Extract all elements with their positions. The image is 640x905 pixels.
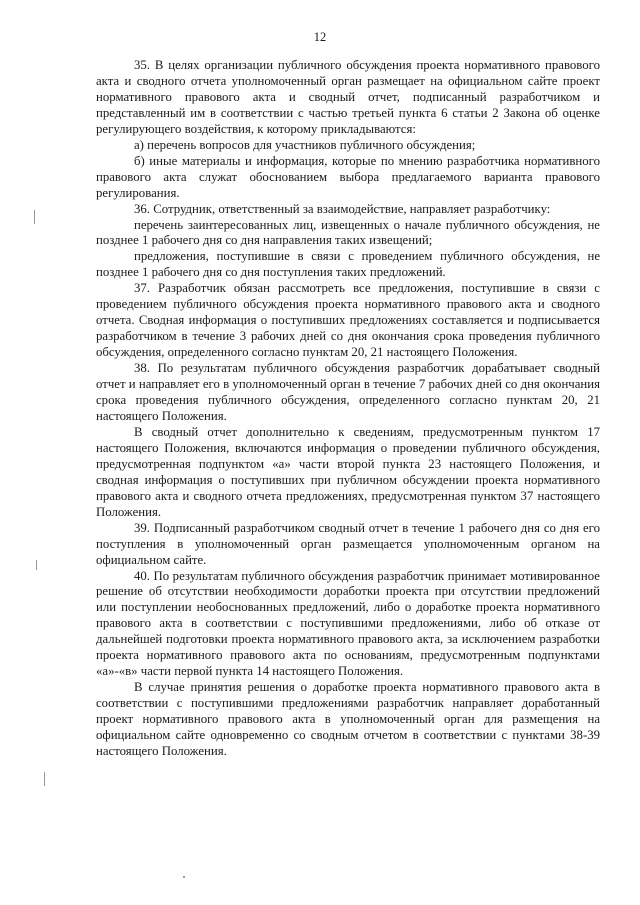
paragraph-35-item-a: а) перечень вопросов для участников публичного обсуждения; (134, 137, 476, 152)
scan-mark (44, 772, 45, 786)
scan-mark (36, 560, 37, 570)
paragraph-37: 37. Разработчик обязан рассмотреть все предложения, поступившие в связи с проведением публичного обсуждения проекта нормативного правового акта и сводного отчета. Сводная информация о поступивших предложениях составляется и подписывается разработчиком в течение 3 рабочих дней со дня окончания срока проведения публичного обсуждения, определенного согласно пунктам 20, 21 настоящего Положения. (96, 281, 600, 360)
paragraph-40: 40. По результатам публичного обсуждения разработчик принимает мотивированное решение об отсутствии необходимости доработки проекта при отсутствии предложений или поступлении необоснованных предложений, либо о доработке проекта нормативного правового акта в соответствии с поступившими предложениями, либо об отказе от дальнейшей подготовки проекта нормативного правового акта, за исключением разработки проекта нормативного правового акта по основаниям, предусмотренным подпунктами «а»-«в» части первой пункта 14 настоящего Положения. (96, 568, 600, 679)
document-body (96, 58, 600, 760)
paragraph-38-continuation: В сводный отчет дополнительно к сведениям, предусмотренным пунктом 17 настоящего Положения, включаются информация о проведении публичного обсуждения, предусмотренная подпунктом «а» части второй пункта 23 настоящего Положения, и сводная информация о поступивших при публичном обсуждении проекта нормативного правового акта и сводного отчета предложениях, предусмотренная пунктом 37 настоящего Положения. (96, 424, 600, 519)
scan-mark (34, 210, 35, 224)
paragraph-35: 35. В целях организации публичного обсуждения проекта нормативного правового акта и сводного отчета уполномоченный орган размещает на официальном сайте проект нормативного правового акта и сводный отчет, подписанный разработчиком и представленный им в соответствии с частью третьей пункта 6 статьи 2 Закона об оценке регулирующего воздействия, к которому прикладываются: (96, 58, 600, 136)
paragraph-36: 36. Сотрудник, ответственный за взаимодействие, направляет разработчику: (134, 201, 551, 216)
paragraph-40-continuation: В случае принятия решения о доработке проекта нормативного правового акта в соответствии с поступившими предложениями разработчик направляет доработанный проект нормативного правового акта в уполномоченный орган для размещения на официальном сайте одновременно со сводным отчетом в соответствии с пунктами 38-39 настоящего Положения. (96, 680, 600, 758)
paragraph-36-item-1: перечень заинтересованных лиц, извещенных о начале публичного обсуждения, не позднее 1 рабочего дня со дня направления таких извещений; (96, 217, 600, 248)
page-number: 12 (313, 30, 327, 44)
paragraph-36-item-2: предложения, поступившие в связи с проведением публичного обсуждения, не позднее 1 рабочего дня со дня поступления таких предложений. (96, 249, 600, 280)
paragraph-39: 39. Подписанный разработчиком сводный отчет в течение 1 рабочего дня со дня его поступления в уполномоченный орган размещается уполномоченным органом на официальном сайте. (96, 520, 600, 567)
scan-mark (183, 876, 185, 878)
paragraph-38: 38. По результатам публичного обсуждения разработчик дорабатывает сводный отчет и направляет его в уполномоченный орган в течение 7 рабочих дней со дня окончания срока проведения публичного обсуждения, определенного согласно пунктам 20, 21 настоящего Положения. (96, 361, 600, 423)
paragraph-35-item-b: б) иные материалы и информация, которые по мнению разработчика нормативного правового акта служат обоснованием выбора предлагаемого варианта правового регулирования. (96, 153, 600, 200)
